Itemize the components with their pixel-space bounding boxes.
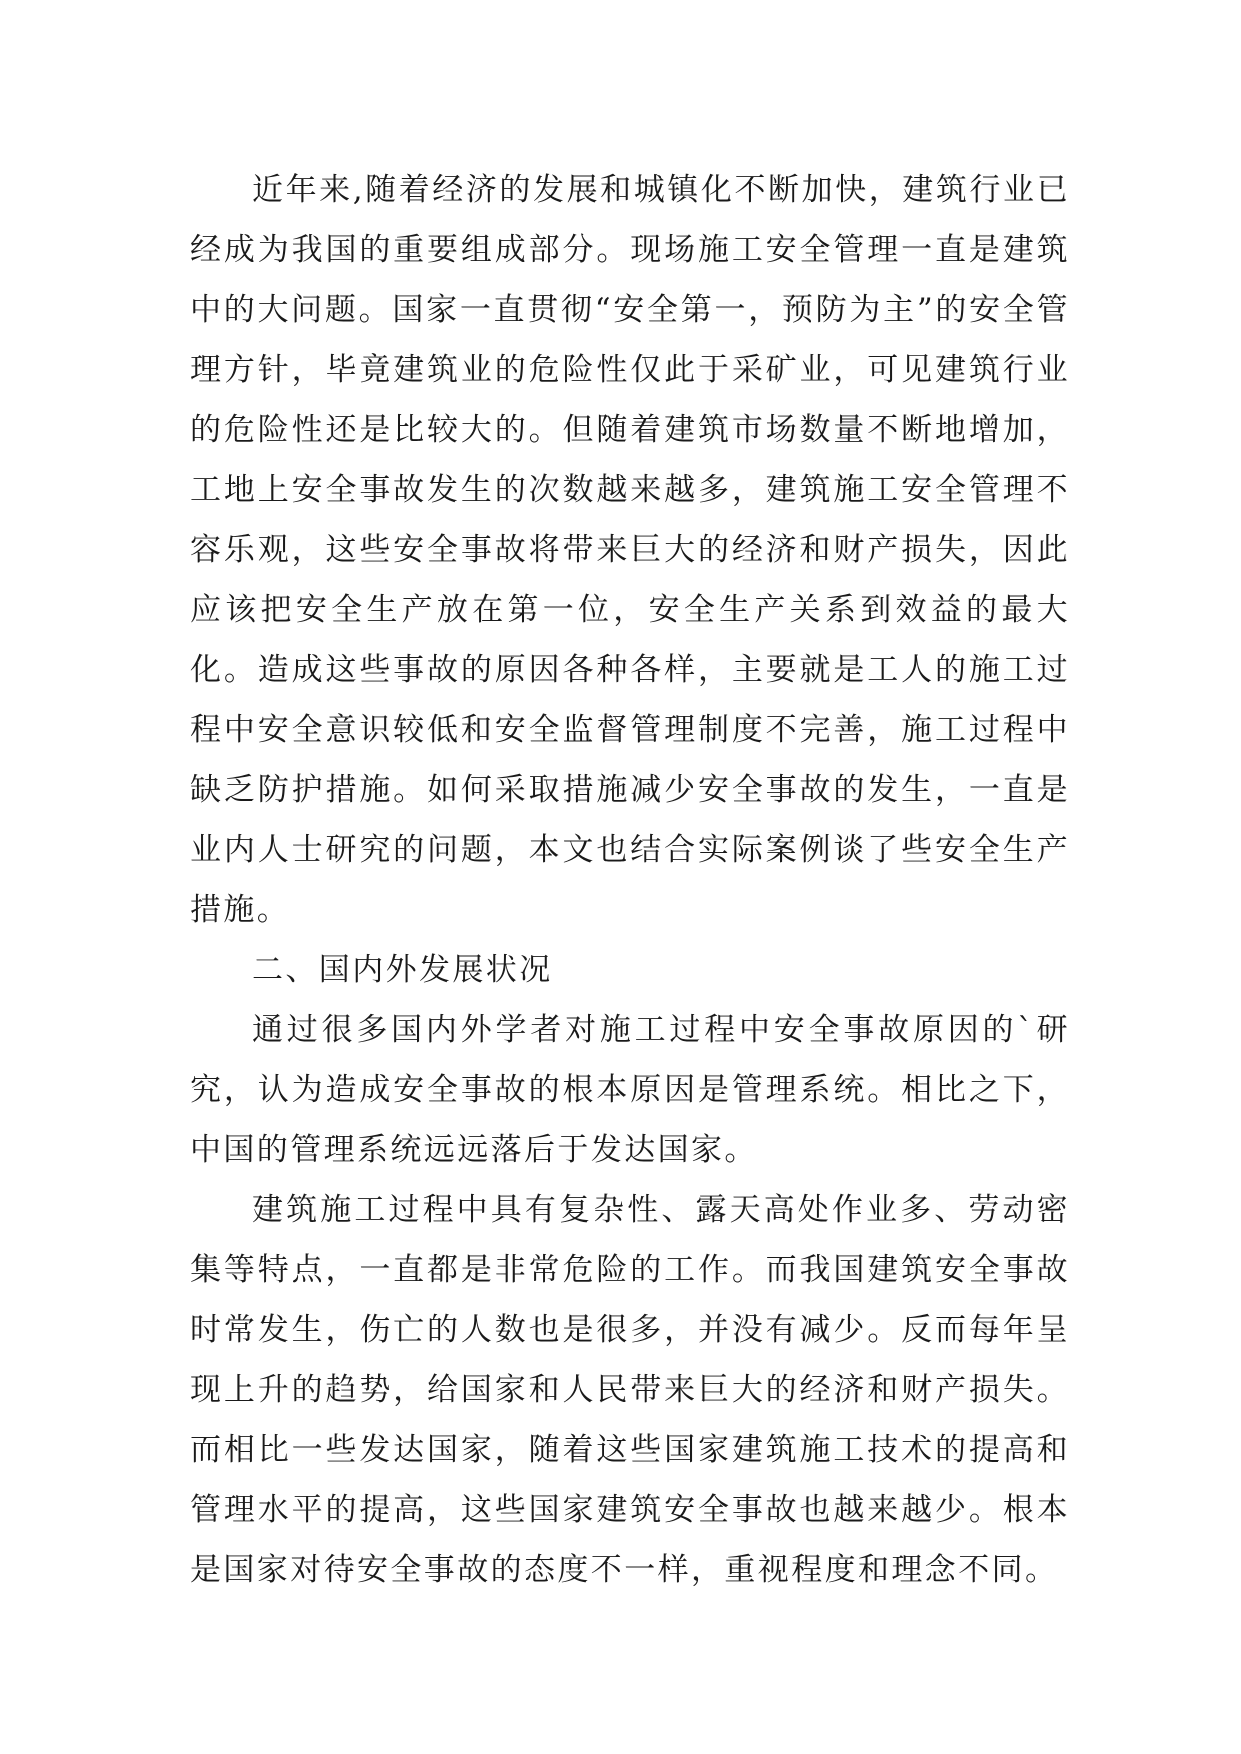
paragraph-research: 通过很多国内外学者对施工过程中安全事故原因的`研究，认为造成安全事故的根本原因是管理系统。相比之下，中国的管理系统远远落后于发达国家。 — [190, 1012, 1070, 1168]
section-heading: 二、国内外发展状况 — [252, 952, 553, 988]
paragraph-intro: 近年来,随着经济的发展和城镇化不断加快，建筑行业已经成为我国的重要组成部分。现场施工安全管理一直是建筑中的大问题。国家一直贯彻“安全第一，预防为主”的安全管理方针，毕竟建筑业的危险性仅此于采矿业，可见建筑行业的危险性还是比较大的。但随着建筑市场数量不断地增加，工地上安全事故发生的次数越来越多，建筑施工安全管理不容乐观，这些安全事故将带来巨大的经济和财产损失，因此应该把安全生产放在第一位，安全生产关系到效益的最大化。造成这些事故的原因各种各样，主要就是工人的施工过程中安全意识较低和安全监督管理制度不完善，施工过程中缺乏防护措施。如何采取措施减少安全事故的发生，一直是业内人士研究的问题，本文也结合实际案例谈了些安全生产措施。 — [190, 172, 1070, 928]
paragraph-comparison: 建筑施工过程中具有复杂性、露天高处作业多、劳动密集等特点，一直都是非常危险的工作。而我国建筑安全事故时常发生，伤亡的人数也是很多，并没有减少。反而每年呈现上升的趋势，给国家和人民带来巨大的经济和财产损失。而相比一些发达国家，随着这些国家建筑施工技术的提高和管理水平的提高，这些国家建筑安全事故也越来越少。根本是国家对待安全事故的态度不一样，重视程度和理念不同。 — [190, 1192, 1070, 1588]
document-body — [190, 160, 1070, 1600]
